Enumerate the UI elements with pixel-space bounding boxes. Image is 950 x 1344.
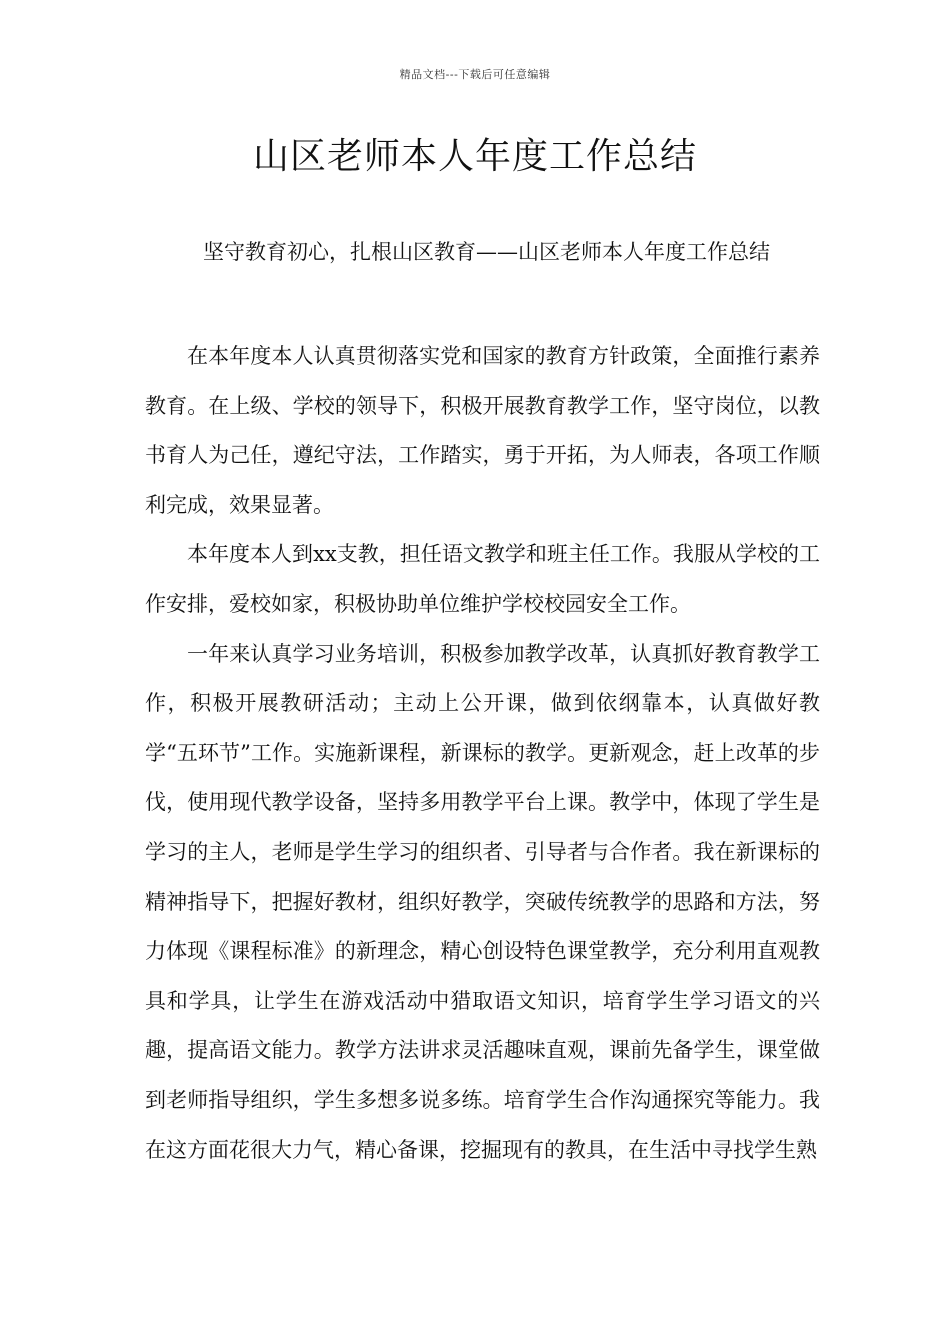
document-title: 山区老师本人年度工作总结 bbox=[252, 136, 697, 177]
document-body bbox=[145, 332, 820, 1175]
paragraph: 一年来认真学习业务培训，积极参加教学改革，认真抓好教育教学工作，积极开展教研活动；主动上公开课，做到依纲靠本，认真做好教学“五环节”工作。实施新课程，新课标的教学。更新观念，赶上改革的步伐，使用现代教学设备，坚持多用教学平台上课。教学中，体现了学生是学习的主人，老师是学生学习的组织者、引导者与合作者。我在新课标的精神指导下，把握好教材，组织好教学，突破传统教学的思路和方法，努力体现《课程标准》的新理念，精心创设特色课堂教学，充分利用直观教具和学具，让学生在游戏活动中猎取语文知识，培育学生学习语文的兴趣，提高语文能力。教学方法讲求灵活趣味直观，课前先备学生，课堂做到老师指导组织，学生多想多说多练。培育学生合作沟通探究等能力。我在这方面花很大力气，精心备课，挖掘现有的教具，在生活中寻找学生熟 bbox=[145, 641, 820, 1162]
page-header: 精品文档---下载后可任意编辑 bbox=[399, 68, 551, 81]
paragraph: 本年度本人到xx支教，担任语文教学和班主任工作。我服从学校的工作安排，爱校如家，积极协助单位维护学校校园安全工作。 bbox=[145, 542, 820, 616]
paragraph: 在本年度本人认真贯彻落实党和国家的教育方针政策，全面推行素养教育。在上级、学校的领导下，积极开展教育教学工作，坚守岗位，以教书育人为己任，遵纪守法，工作踏实，勇于开拓，为人师表，各项工作顺利完成，效果显著。 bbox=[145, 344, 820, 517]
document-subtitle: 坚守教育初心，扎根山区教育——山区老师本人年度工作总结 bbox=[203, 240, 770, 264]
